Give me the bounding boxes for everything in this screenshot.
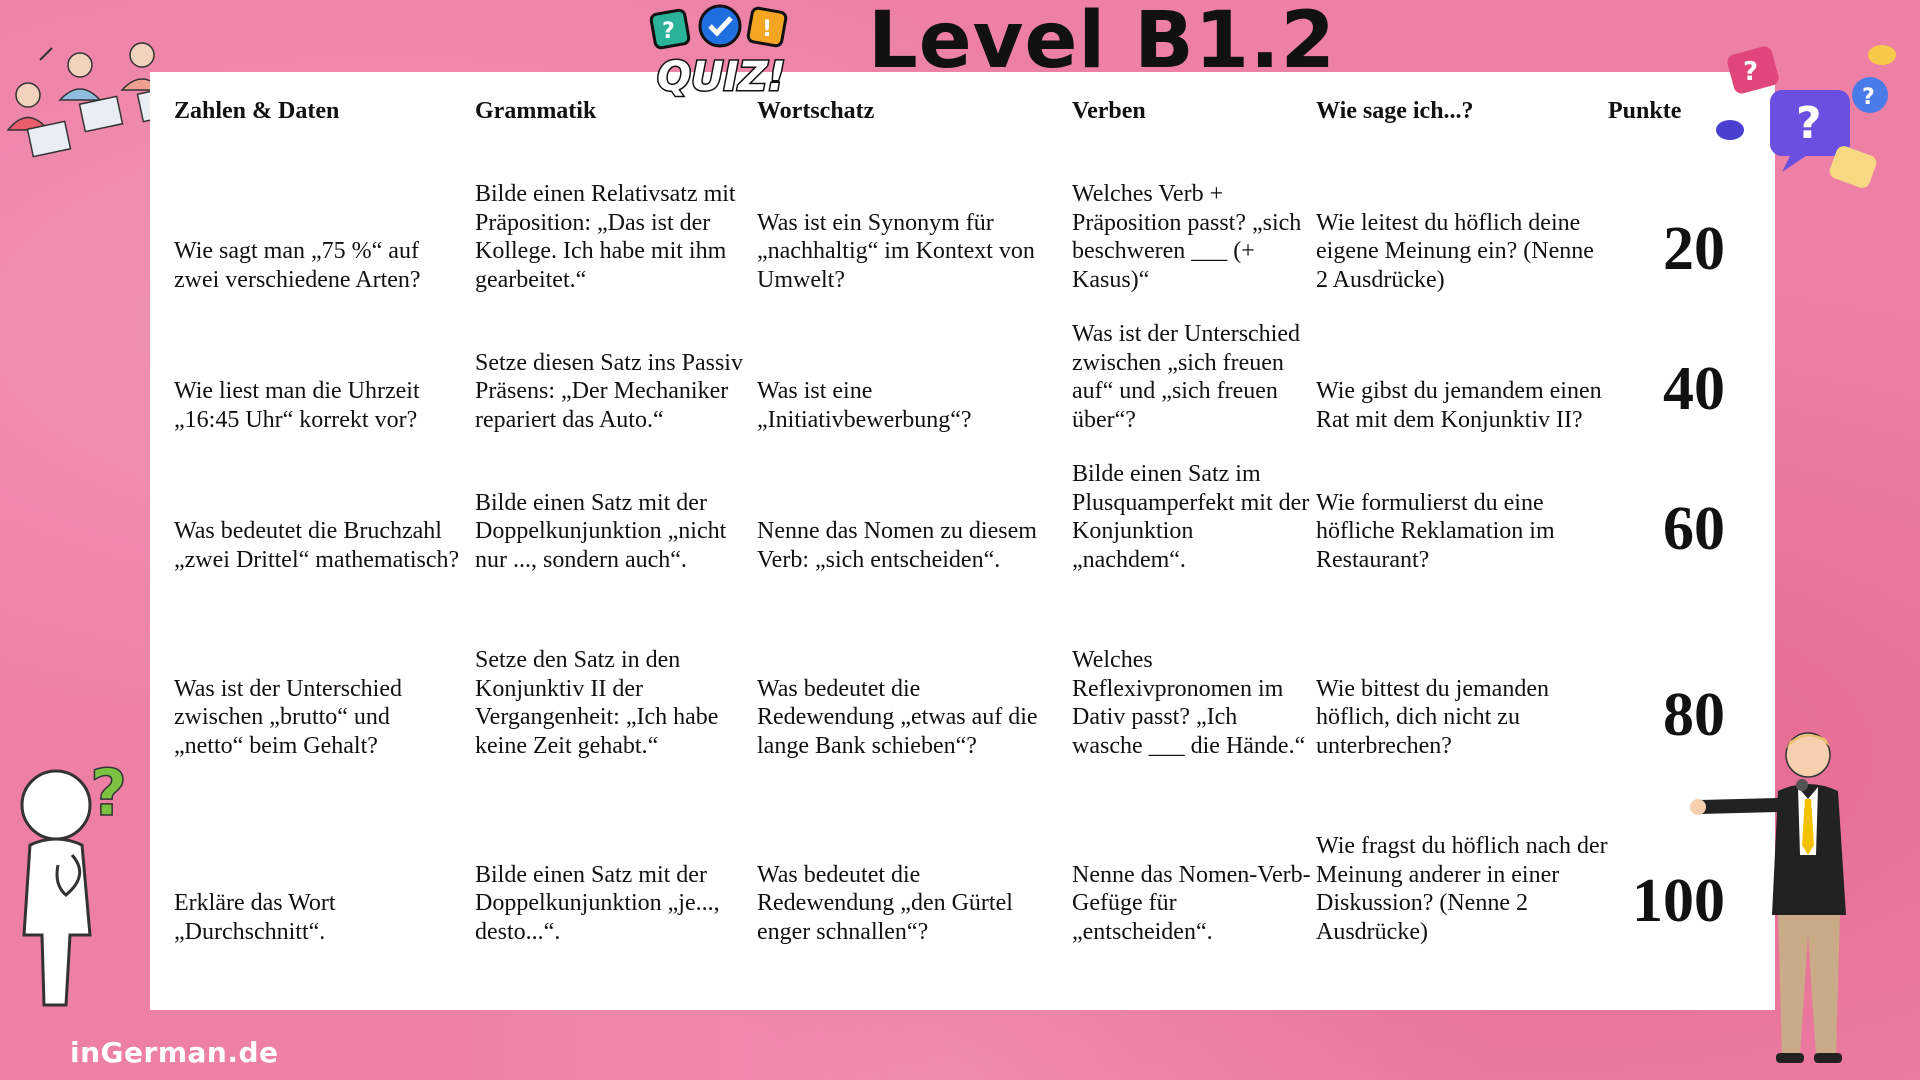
brand-footer[interactable]: inGerman.de (70, 1036, 279, 1069)
points-value[interactable]: 60 (1663, 495, 1725, 563)
question-cell[interactable]: Bilde einen Satz mit der Doppelkunjunktion „nicht nur ..., sondern auch“. (475, 489, 727, 573)
svg-text:?: ? (1796, 98, 1822, 149)
quiz-logo-text: QUIZ! (657, 54, 786, 100)
question-cell[interactable]: Wie leitest du höflich deine eigene Meinung ein? (Nenne 2 Ausdrücke) (1316, 209, 1594, 293)
points-value[interactable]: 20 (1663, 215, 1725, 283)
question-cell[interactable]: Wie gibst du jemandem einen Rat mit dem Konjunktiv II? (1316, 378, 1602, 433)
svg-text:?: ? (1862, 85, 1875, 110)
question-cell[interactable]: Welches Reflexivpronomen im Dativ passt? „Ich wasche ___ die Hände.“ (1072, 647, 1306, 759)
header-verben: Verben (1072, 98, 1146, 124)
points-value[interactable]: 40 (1663, 355, 1725, 423)
question-cell[interactable]: Welches Verb + Präposition passt? „sich beschweren ___ (+ Kasus)“ (1072, 181, 1302, 293)
question-speech-bubbles (1710, 30, 1910, 200)
question-cell[interactable]: Wie fragst du höflich nach der Meinung anderer in einer Diskussion? (Nenne 2 Ausdrücke) (1316, 833, 1608, 945)
question-cell[interactable]: Was ist ein Synonym für „nachhaltig“ im Kontext von Umwelt? (757, 209, 1035, 293)
quiz-logo (645, 2, 795, 102)
svg-text:?: ? (90, 757, 128, 831)
question-cell[interactable]: Nenne das Nomen zu diesem Verb: „sich entscheiden“. (757, 518, 1037, 573)
question-cell[interactable]: Wie sagt man „75 %“ auf zwei verschiedene Arten? (174, 238, 421, 293)
header-grammatik: Grammatik (475, 98, 597, 124)
question-cell[interactable]: Wie formulierst du eine höfliche Reklamation im Restaurant? (1316, 489, 1555, 573)
question-cell[interactable]: Setze diesen Satz ins Passiv Präsens: „Der Mechaniker repariert das Auto.“ (475, 349, 743, 433)
page-title: Level B1.2 (868, 0, 1336, 86)
question-cell[interactable]: Erkläre das Wort „Durchschnitt“. (174, 890, 336, 945)
question-cell[interactable]: Was bedeutet die Redewendung „etwas auf die lange Bank schieben“? (757, 675, 1038, 759)
question-cell[interactable]: Bilde einen Relativsatz mit Präposition: „Das ist der Kollege. Ich habe mit ihm gearbeitet.“ (475, 181, 736, 293)
question-cell[interactable]: Was ist der Unterschied zwischen „sich freuen auf“ und „sich freuen über“? (1072, 321, 1300, 433)
thinking-person-illustration (10, 745, 140, 1015)
header-zahlen-daten: Zahlen & Daten (174, 98, 340, 124)
question-cell[interactable]: Was ist eine „Initiativbewerbung“? (757, 378, 972, 433)
question-cell[interactable]: Nenne das Nomen-Verb-Gefüge für „entscheiden“. (1072, 861, 1311, 945)
points-value[interactable]: 100 (1632, 867, 1725, 935)
svg-text:?: ? (1743, 57, 1759, 87)
question-cell[interactable]: Setze den Satz in den Konjunktiv II der Vergangenheit: „Ich habe keine Zeit gehabt.“ (475, 647, 719, 759)
header-wortschatz: Wortschatz (757, 98, 875, 124)
points-value[interactable]: 80 (1663, 681, 1725, 749)
header-punkte: Punkte (1608, 98, 1682, 124)
question-cell[interactable]: Was bedeutet die Redewendung „den Gürtel enger schnallen“? (757, 861, 1013, 945)
question-cell[interactable]: Was ist der Unterschied zwischen „brutto“ und „netto“ beim Gehalt? (174, 675, 402, 759)
header-wie-sage-ich: Wie sage ich...? (1316, 98, 1474, 124)
question-cell[interactable]: Wie bittest du jemanden höflich, dich nicht zu unterbrechen? (1316, 675, 1549, 759)
question-cell[interactable]: Wie liest man die Uhrzeit „16:45 Uhr“ korrekt vor? (174, 378, 420, 433)
question-cell[interactable]: Was bedeutet die Bruchzahl „zwei Drittel“ mathematisch? (174, 518, 460, 573)
question-cell[interactable]: Bilde einen Satz mit der Doppelkunjunktion „je..., desto...“. (475, 861, 720, 945)
svg-text:!: ! (762, 17, 773, 42)
question-cell[interactable]: Bilde einen Satz im Plusquamperfekt mit der Konjunktion „nachdem“. (1072, 461, 1310, 573)
svg-text:?: ? (662, 19, 675, 44)
presenter-with-microphone-illustration (1690, 725, 1870, 1075)
